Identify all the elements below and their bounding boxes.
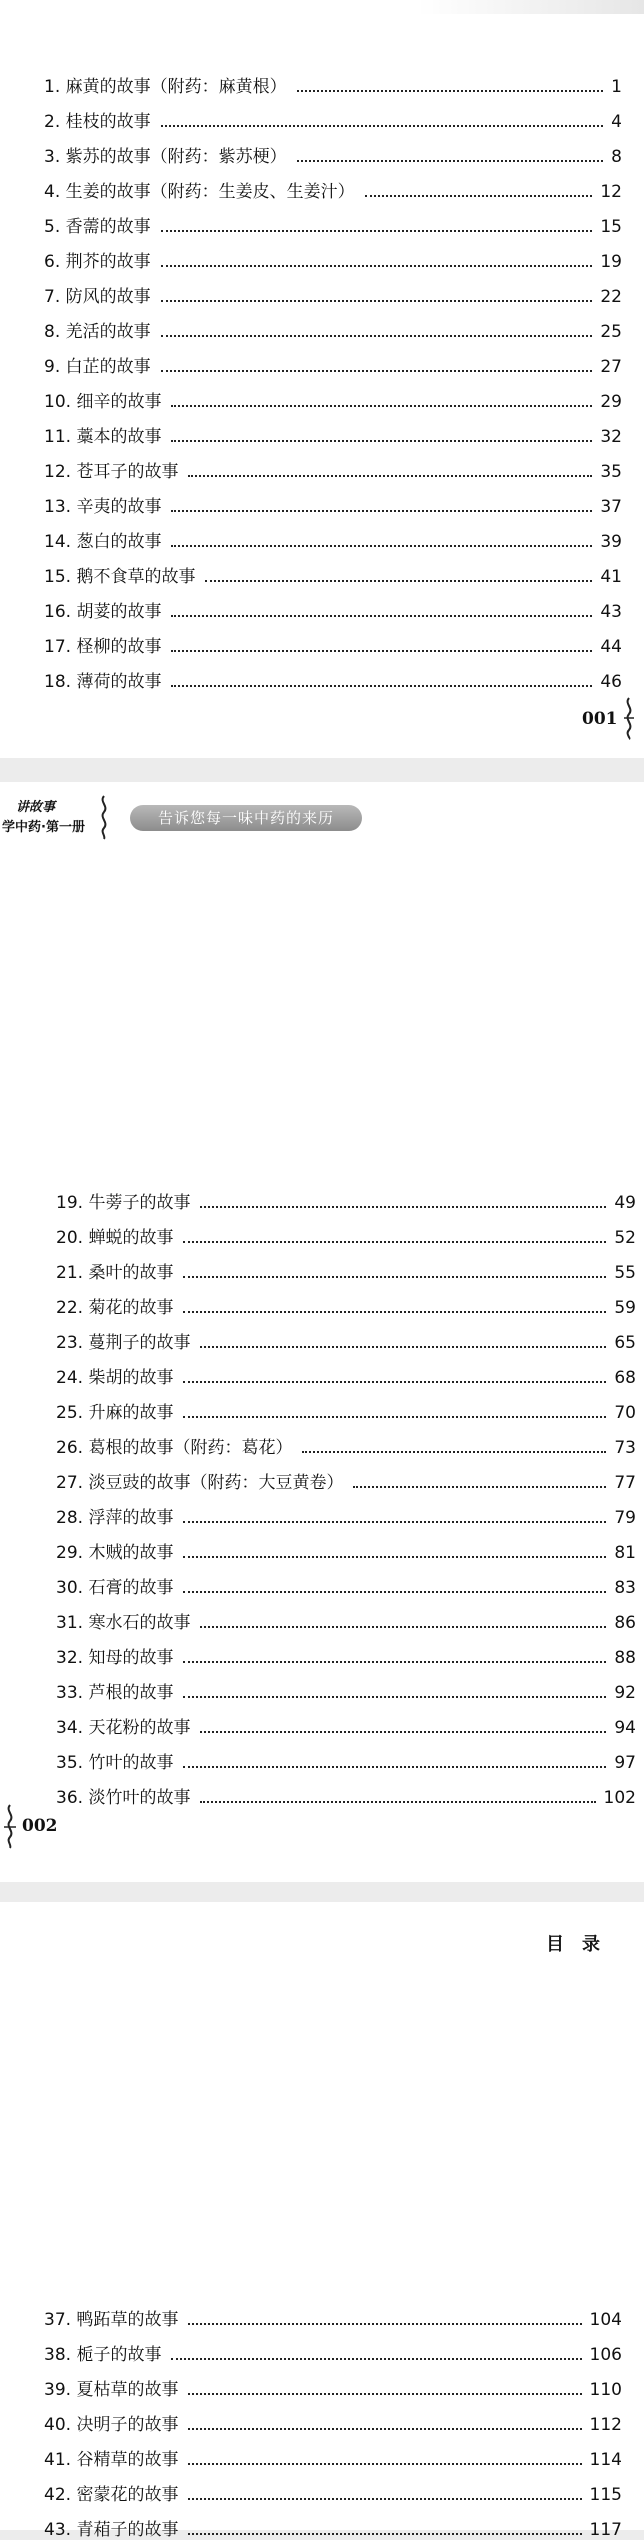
dot-leader [183,1521,606,1523]
toc-entry-page: 70 [614,1403,636,1423]
page-heading: 目录 [546,1934,618,1955]
toc-entry[interactable] [44,202,622,237]
toc-entry-page: 102 [603,1788,636,1808]
toc-entry-title: 35. 竹叶的故事 [56,1753,174,1773]
dot-leader [183,1556,606,1558]
toc-list-page-2 [56,1178,636,1808]
toc-entry-title: 3. 紫苏的故事（附药：紫苏梗） [44,147,287,167]
dot-leader [183,1311,606,1313]
toc-entry[interactable] [56,1213,636,1248]
toc-entry[interactable] [44,237,622,272]
toc-entry-title: 2. 桂枝的故事 [44,112,151,132]
toc-entry-title: 15. 鹅不食草的故事 [44,567,196,587]
toc-entry-title: 23. 蔓荆子的故事 [56,1333,191,1353]
toc-entry[interactable] [44,342,622,377]
toc-entry-page: 112 [589,2415,622,2435]
dot-leader [171,615,592,617]
toc-entry-page: 106 [589,2345,622,2365]
toc-entry-page: 117 [589,2520,622,2540]
toc-entry-page: 32 [600,427,622,447]
toc-list-page-3 [44,2295,622,2540]
dot-leader [302,1451,606,1453]
toc-entry-title: 30. 石膏的故事 [56,1578,174,1598]
toc-entry-page: 27 [600,357,622,377]
scroll-ornament-icon [622,696,636,740]
toc-entry-title: 34. 天花粉的故事 [56,1718,191,1738]
toc-entry-title: 20. 蝉蜕的故事 [56,1228,174,1248]
toc-entry-title: 13. 辛夷的故事 [44,497,162,517]
toc-entry-title: 24. 柴胡的故事 [56,1368,174,1388]
dot-leader [188,2498,581,2500]
dot-leader [183,1381,606,1383]
dot-leader [171,545,592,547]
toc-entry[interactable] [44,552,622,587]
toc-entry-page: 19 [600,252,622,272]
dot-leader [161,230,593,232]
toc-entry[interactable] [44,62,622,97]
dot-leader [171,440,592,442]
toc-entry[interactable] [56,1703,636,1738]
dot-leader [183,1696,606,1698]
toc-entry-page: 55 [614,1263,636,1283]
toc-entry-page: 8 [611,147,622,167]
toc-entry[interactable] [56,1318,636,1353]
toc-entry-title: 12. 苍耳子的故事 [44,462,179,482]
toc-entry-page: 1 [611,77,622,97]
toc-entry-title: 4. 生姜的故事（附药：生姜皮、生姜汁） [44,182,355,202]
toc-entry-page: 73 [614,1438,636,1458]
dot-leader [188,475,592,477]
toc-entry[interactable] [44,447,622,482]
toc-entry-title: 9. 白芷的故事 [44,357,151,377]
toc-entry-title: 7. 防风的故事 [44,287,151,307]
dot-leader [188,2428,581,2430]
toc-entry-page: 83 [614,1578,636,1598]
toc-entry[interactable] [44,622,622,657]
toc-entry-title: 25. 升麻的故事 [56,1403,174,1423]
toc-entry[interactable] [44,132,622,167]
toc-entry[interactable] [44,377,622,412]
dot-leader [188,2323,581,2325]
toc-entry-title: 19. 牛蒡子的故事 [56,1193,191,1213]
toc-entry-title: 16. 胡荽的故事 [44,602,162,622]
toc-entry[interactable] [56,1353,636,1388]
dot-leader [183,1416,606,1418]
page-edge-shadow [418,0,644,14]
toc-entry-page: 15 [600,217,622,237]
dot-leader [161,300,593,302]
dot-leader [200,1346,606,1348]
toc-entry-title: 14. 葱白的故事 [44,532,162,552]
toc-entry-page: 104 [589,2310,622,2330]
toc-entry-title: 43. 青葙子的故事 [44,2520,179,2540]
dot-leader [188,2393,581,2395]
toc-entry-page: 68 [614,1368,636,1388]
toc-entry[interactable] [44,2330,622,2365]
toc-entry[interactable] [44,2295,622,2330]
toc-entry[interactable] [44,412,622,447]
toc-entry-title: 21. 桑叶的故事 [56,1263,174,1283]
toc-entry[interactable] [44,97,622,132]
toc-entry-title: 28. 浮萍的故事 [56,1508,174,1528]
dot-leader [161,370,593,372]
toc-entry-page: 29 [600,392,622,412]
toc-entry-page: 12 [600,182,622,202]
toc-entry-title: 41. 谷精草的故事 [44,2450,179,2470]
toc-entry-title: 39. 夏枯草的故事 [44,2380,179,2400]
toc-entry-page: 46 [600,672,622,692]
toc-entry[interactable] [56,1458,636,1493]
toc-entry-title: 17. 柽柳的故事 [44,637,162,657]
toc-entry-page: 92 [614,1683,636,1703]
toc-entry-page: 39 [600,532,622,552]
toc-entry-title: 42. 密蒙花的故事 [44,2485,179,2505]
toc-entry[interactable] [44,272,622,307]
toc-entry-title: 31. 寒水石的故事 [56,1613,191,1633]
toc-entry-page: 79 [614,1508,636,1528]
toc-entry-title: 6. 荆芥的故事 [44,252,151,272]
toc-entry-title: 36. 淡竹叶的故事 [56,1788,191,1808]
toc-entry-title: 37. 鸭跖草的故事 [44,2310,179,2330]
toc-list-page-1 [44,62,622,692]
toc-entry[interactable] [44,2365,622,2400]
toc-entry[interactable] [44,167,622,202]
dot-leader [205,580,592,582]
toc-entry-page: 88 [614,1648,636,1668]
dot-leader [171,405,592,407]
toc-entry[interactable] [44,657,622,692]
toc-entry-title: 33. 芦根的故事 [56,1683,174,1703]
toc-entry[interactable] [44,2400,622,2435]
page-number: 001 [582,709,618,729]
dot-leader [200,1801,595,1803]
dot-leader [200,1626,606,1628]
toc-entry[interactable] [56,1493,636,1528]
toc-entry[interactable] [56,1528,636,1563]
badge-line-2: 学中药·第一册 [2,820,85,835]
toc-entry-title: 32. 知母的故事 [56,1648,174,1668]
dot-leader [200,1206,606,1208]
page-number: 002 [22,1816,58,1836]
toc-entry[interactable] [56,1388,636,1423]
dot-leader [353,1486,606,1488]
toc-entry[interactable] [44,482,622,517]
toc-entry-page: 115 [589,2485,622,2505]
toc-entry-page: 43 [600,602,622,622]
badge-line-1: 讲故事 [16,800,56,815]
toc-entry-page: 86 [614,1613,636,1633]
toc-entry[interactable] [56,1668,636,1703]
toc-entry-page: 37 [600,497,622,517]
toc-entry-page: 4 [611,112,622,132]
toc-entry-title: 26. 葛根的故事（附药：葛花） [56,1438,293,1458]
dot-leader [171,510,592,512]
toc-entry[interactable] [56,1738,636,1773]
toc-entry[interactable] [44,587,622,622]
toc-entry[interactable] [44,2470,622,2505]
dot-leader [297,90,604,92]
toc-entry[interactable] [56,1423,636,1458]
toc-entry[interactable] [44,2435,622,2470]
toc-entry-page: 44 [600,637,622,657]
toc-entry-page: 22 [600,287,622,307]
toc-entry[interactable] [56,1178,636,1213]
toc-entry-page: 110 [589,2380,622,2400]
toc-entry-title: 10. 细辛的故事 [44,392,162,412]
dot-leader [188,2533,581,2535]
toc-entry-title: 38. 栀子的故事 [44,2345,162,2365]
dot-leader [183,1276,606,1278]
toc-entry-title: 11. 藁本的故事 [44,427,162,447]
toc-entry-page: 35 [600,462,622,482]
toc-entry-page: 81 [614,1543,636,1563]
scroll-ornament-icon [2,1803,18,1849]
scroll-ornament-icon [96,794,112,840]
dot-leader [171,2358,581,2360]
book-series-badge [0,798,98,842]
dot-leader [365,195,593,197]
dot-leader [200,1731,606,1733]
toc-entry-page: 59 [614,1298,636,1318]
toc-entry[interactable] [56,1598,636,1633]
toc-entry-page: 49 [614,1193,636,1213]
toc-entry-title: 1. 麻黄的故事（附药：麻黄根） [44,77,287,97]
dot-leader [183,1661,606,1663]
toc-entry[interactable] [56,1283,636,1318]
toc-entry-page: 52 [614,1228,636,1248]
dot-leader [183,1591,606,1593]
toc-entry[interactable] [44,307,622,342]
toc-entry-title: 5. 香薷的故事 [44,217,151,237]
dot-leader [183,1766,606,1768]
dot-leader [161,125,604,127]
toc-entry-page: 97 [614,1753,636,1773]
toc-entry-page: 94 [614,1718,636,1738]
toc-entry-title: 29. 木贼的故事 [56,1543,174,1563]
dot-leader [183,1241,606,1243]
dot-leader [171,650,592,652]
dot-leader [161,335,593,337]
toc-entry[interactable] [56,1248,636,1283]
toc-entry[interactable] [56,1633,636,1668]
toc-entry-page: 65 [614,1333,636,1353]
toc-entry[interactable] [56,1563,636,1598]
toc-entry-title: 40. 决明子的故事 [44,2415,179,2435]
toc-entry-page: 77 [614,1473,636,1493]
toc-entry-title: 8. 羌活的故事 [44,322,151,342]
toc-entry[interactable] [44,517,622,552]
toc-entry[interactable] [44,2505,622,2540]
toc-entry-page: 41 [600,567,622,587]
dot-leader [297,160,604,162]
toc-entry-page: 114 [589,2450,622,2470]
series-banner: 告诉您每一味中药的来历 [130,805,362,831]
toc-entry-title: 27. 淡豆豉的故事（附药：大豆黄卷） [56,1473,344,1493]
dot-leader [161,265,593,267]
dot-leader [171,685,592,687]
dot-leader [188,2463,581,2465]
toc-entry[interactable] [56,1773,636,1808]
toc-entry-title: 22. 菊花的故事 [56,1298,174,1318]
toc-entry-page: 25 [600,322,622,342]
toc-entry-title: 18. 薄荷的故事 [44,672,162,692]
